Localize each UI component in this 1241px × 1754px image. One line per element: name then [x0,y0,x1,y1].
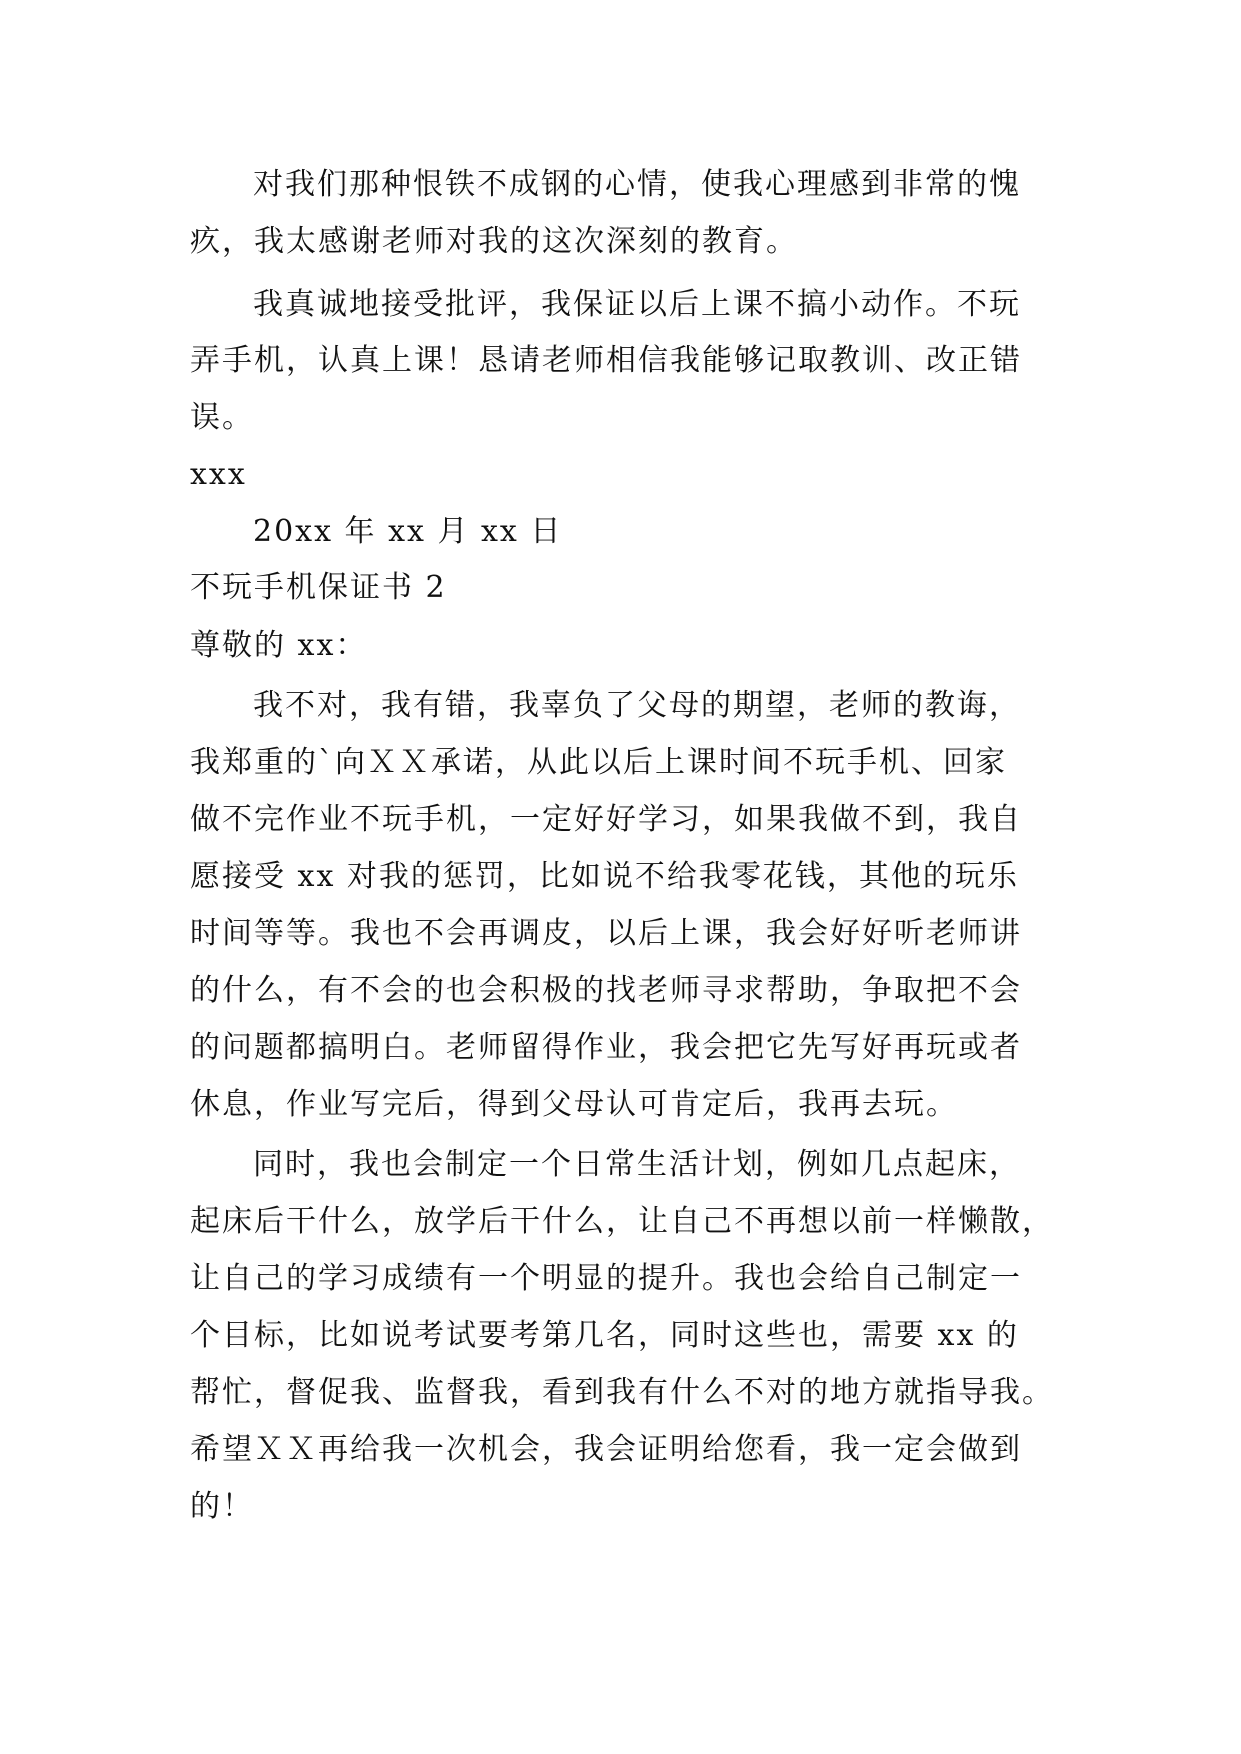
paragraph-line: 我郑重的`向ＸＸ承诺，从此以后上课时间不玩手机、回家 [190,745,1007,780]
paragraph-line: 个目标，比如说考试要考第几名，同时这些也，需要 xx 的 [190,1318,1019,1353]
paragraph-line: 我不对，我有错，我辜负了父母的期望，老师的教诲， [253,688,1021,723]
paragraph-line: 帮忙，督促我、监督我，看到我有什么不对的地方就指导我。 [190,1375,1054,1410]
paragraph-line: 休息，作业写完后，得到父母认可肯定后，我再去玩。 [190,1087,958,1122]
paragraph-line: 愿接受 xx 对我的惩罚，比如说不给我零花钱，其他的玩乐 [190,859,1019,894]
paragraph-line: 同时，我也会制定一个日常生活计划，例如几点起床， [253,1147,1021,1182]
section-title: 不玩手机保证书 2 [190,570,447,605]
paragraph-line: 弄手机，认真上课！恳请老师相信我能够记取教训、改正错 [190,343,1022,378]
paragraph-line: 做不完作业不玩手机，一定好好学习，如果我做不到，我自 [190,802,1022,837]
paragraph-line: 疚，我太感谢老师对我的这次深刻的教育。 [190,224,798,259]
paragraph-line: 时间等等。我也不会再调皮，以后上课，我会好好听老师讲 [190,916,1022,951]
signature-name: xxx [190,457,247,492]
paragraph-line: 的问题都搞明白。老师留得作业，我会把它先写好再玩或者 [190,1030,1022,1065]
paragraph-line: 让自己的学习成绩有一个明显的提升。我也会给自己制定一 [190,1261,1022,1296]
paragraph-line: 对我们那种恨铁不成钢的心情，使我心理感到非常的愧 [253,167,1021,202]
salutation: 尊敬的 xx： [190,628,368,663]
paragraph-line: 希望ＸＸ再给我一次机会，我会证明给您看，我一定会做到 [190,1432,1022,1467]
paragraph-line: 我真诚地接受批评，我保证以后上课不搞小动作。不玩 [253,287,1021,322]
signature-date: 20xx 年 xx 月 xx 日 [253,514,563,549]
paragraph-line: 误。 [190,400,254,435]
paragraph-line: 的什么，有不会的也会积极的找老师寻求帮助，争取把不会 [190,973,1022,1008]
paragraph-line: 起床后干什么，放学后干什么，让自己不再想以前一样懒散， [190,1204,1054,1239]
paragraph-line: 的！ [190,1489,254,1524]
